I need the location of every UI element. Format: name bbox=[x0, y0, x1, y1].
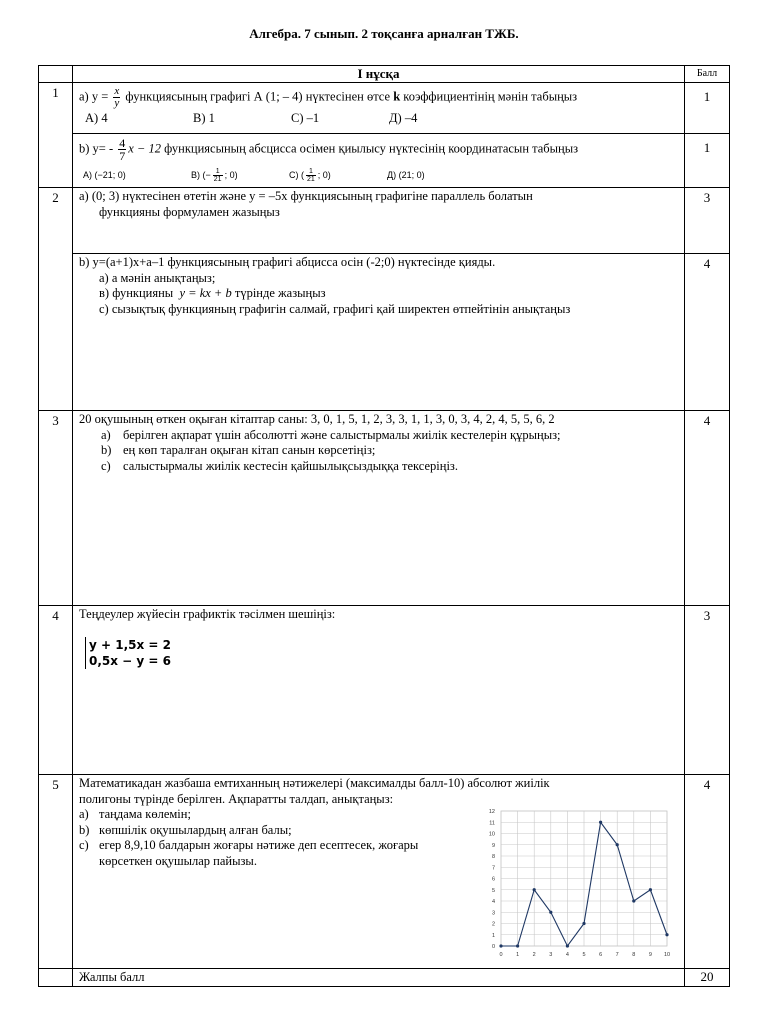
data-point bbox=[566, 944, 569, 947]
q4-points: 3 bbox=[685, 606, 730, 775]
q3-number: 3 bbox=[39, 411, 73, 606]
q1b-frac-num: 4 bbox=[119, 136, 126, 150]
x-tick-label: 4 bbox=[565, 952, 569, 958]
q5-number: 5 bbox=[39, 775, 73, 969]
q1a-frac-den: y bbox=[114, 97, 120, 109]
x-tick-label: 7 bbox=[615, 952, 619, 958]
q1b-expr: x − 12 bbox=[128, 141, 161, 156]
q2b-item-a: а) а мәнін анықтаңыз; bbox=[99, 270, 216, 285]
page-title: Алгебра. 7 сынып. 2 тоқсанға арналған ТЖБ. bbox=[249, 26, 519, 41]
x-tick-label: 2 bbox=[532, 952, 536, 958]
total-value: 20 bbox=[685, 969, 730, 987]
q2b-line1: b) y=(a+1)x+a–1 функциясының графигі абцисса осін (-2;0) нүктесінде қияды. bbox=[79, 255, 496, 269]
x-tick-label: 3 bbox=[549, 952, 553, 958]
q3-item-a: a) берілген ақпарат үшін абсолютті және салыстырмалы жиілік кестелерін құрыңыз; bbox=[101, 427, 561, 442]
y-tick-label: 6 bbox=[491, 876, 495, 883]
y-tick-label: 9 bbox=[491, 842, 495, 849]
q1a-k: k bbox=[393, 89, 401, 104]
y-tick-label: 10 bbox=[488, 831, 495, 838]
q2b-item-c: с) сызықтық функцияның графигін салмай, графигі қай ширектен өтпейтінін анықтаңыз bbox=[99, 301, 571, 316]
x-tick-label: 10 bbox=[663, 952, 671, 958]
q1b-frac-den: 7 bbox=[119, 149, 126, 163]
q1b-option-b: B) (− $\frac{1}{21}$ ; 0) bbox=[191, 168, 238, 184]
x-tick-label: 6 bbox=[599, 952, 603, 958]
y-tick-label: 5 bbox=[491, 887, 495, 894]
q1a-cell bbox=[73, 83, 685, 134]
data-point bbox=[616, 843, 619, 846]
q5-item-b: b) көпшілік оқушылардың алған балы; bbox=[79, 822, 292, 837]
q1b-fraction bbox=[118, 137, 126, 162]
data-point bbox=[649, 888, 652, 891]
q1a-option-a: А) 4 bbox=[85, 111, 108, 125]
q5-line1: Математикадан жазбаша емтиханның нәтижелері (максималды балл-10) абсолют жиілік bbox=[79, 776, 550, 790]
x-tick-label: 0 bbox=[499, 952, 503, 958]
x-tick-label: 8 bbox=[632, 952, 636, 958]
q1a-frac-num: x bbox=[114, 85, 120, 97]
frequency-polygon-chart bbox=[477, 803, 675, 963]
q1a-option-d: Д) –4 bbox=[389, 111, 418, 125]
y-tick-label: 0 bbox=[491, 944, 495, 950]
q1b-option-c: C) ( $\frac{1}{21}$ ; 0) bbox=[289, 168, 331, 184]
q5-item-a: a) таңдама көлемін; bbox=[79, 807, 191, 821]
data-point bbox=[632, 899, 635, 902]
q1b-prefix: b) y= - bbox=[79, 141, 114, 156]
q1b-cell bbox=[73, 134, 685, 188]
q2b-points: 4 bbox=[685, 254, 730, 411]
q4-text: Теңдеулер жүйесін графиктік тәсілмен шешіңіз: bbox=[79, 607, 336, 621]
q4-equation-system bbox=[85, 637, 171, 669]
y-tick-label: 8 bbox=[491, 854, 495, 860]
q2a-points: 3 bbox=[685, 188, 730, 254]
q2a-line2: функцияны формуламен жазыңыз bbox=[99, 204, 280, 219]
q3-item-b: b) ең көп таралған оқыған кітап санын көрсетіңіз; bbox=[101, 443, 376, 457]
q1b-option-d: Д) (21; 0) bbox=[387, 170, 425, 180]
y-tick-label: 1 bbox=[491, 932, 495, 939]
q1a-option-c: С) –1 bbox=[291, 111, 320, 125]
q1b-points: 1 bbox=[685, 134, 730, 188]
q5-line2: полигоны түрінде берілген. Ақпаратты талдап, анықтаңыз: bbox=[79, 791, 394, 806]
data-point bbox=[549, 911, 552, 914]
total-label: Жалпы балл bbox=[73, 969, 685, 987]
y-tick-label: 3 bbox=[491, 910, 495, 917]
q1a-text-after: коэффициентінің мәнін табыңыз bbox=[403, 89, 578, 104]
data-point bbox=[582, 922, 585, 925]
q1a-fraction bbox=[113, 86, 120, 109]
q5-cell bbox=[73, 775, 685, 969]
q1a-prefix: a) y = bbox=[79, 89, 109, 104]
variant-header: I нұсқа bbox=[73, 66, 685, 83]
data-point bbox=[533, 888, 536, 891]
x-tick-label: 1 bbox=[516, 952, 520, 958]
q1a-points: 1 bbox=[685, 83, 730, 134]
q4-eq2: 0,5x − y = 6 bbox=[89, 653, 171, 668]
q1a-text: функциясының графигі А (1; – 4) нүктесінен өтсе bbox=[125, 89, 391, 104]
q1-number: 1 bbox=[39, 83, 73, 188]
q1b-text: функциясының абсцисса осімен қиылысу нүктесінің координатасын табыңыз bbox=[164, 141, 579, 156]
q2a-cell bbox=[73, 188, 685, 254]
q1a-option-b: В) 1 bbox=[193, 111, 215, 125]
q2-number: 2 bbox=[39, 188, 73, 411]
y-tick-label: 7 bbox=[491, 865, 495, 872]
header-num-cell bbox=[39, 66, 73, 83]
exam-table bbox=[38, 65, 730, 987]
q3-cell bbox=[73, 411, 685, 606]
q3-points: 4 bbox=[685, 411, 730, 606]
q4-cell bbox=[73, 606, 685, 775]
q4-number: 4 bbox=[39, 606, 73, 775]
y-tick-label: 12 bbox=[488, 809, 495, 815]
q3-intro: 20 оқушының өткен оқыған кітаптар саны: 3, 0, 1, 5, 1, 2, 3, 3, 1, 1, 3, 0, 3, 4, 2, 4, 5, 5, 6, 2 bbox=[79, 412, 555, 426]
q5-points: 4 bbox=[685, 775, 730, 969]
total-num-cell bbox=[39, 969, 73, 987]
data-point bbox=[665, 933, 668, 936]
q3-item-c: c) салыстырмалы жиілік кестесін қайшылықсыздыққа тексеріңіз. bbox=[101, 458, 458, 473]
y-tick-label: 11 bbox=[489, 820, 495, 827]
q2b-cell bbox=[73, 254, 685, 411]
x-tick-label: 5 bbox=[582, 952, 586, 958]
q2a-line1: а) (0; 3) нүктесінен өтетін және y = –5x функциясының графигіне параллель болатын bbox=[79, 189, 533, 203]
q1b-option-a: A) (−21; 0) bbox=[83, 170, 126, 180]
y-tick-label: 4 bbox=[491, 899, 495, 905]
x-tick-label: 9 bbox=[648, 952, 652, 958]
data-point bbox=[516, 944, 519, 947]
q2b-formula: y = kx + b bbox=[179, 286, 232, 300]
data-point bbox=[599, 821, 602, 824]
data-point bbox=[499, 944, 502, 947]
q5-item-c: c) егер 8,9,10 балдарын жоғары нәтиже деп есептесек, жоғары көрсеткен оқушылар пайызы. bbox=[79, 838, 419, 868]
q4-eq1: y + 1,5x = 2 bbox=[89, 637, 171, 652]
y-tick-label: 2 bbox=[491, 921, 495, 928]
q2b-item-b: в) функцияны y = kx + b түрінде жазыңыз bbox=[99, 286, 326, 300]
points-header: Балл bbox=[685, 66, 730, 83]
